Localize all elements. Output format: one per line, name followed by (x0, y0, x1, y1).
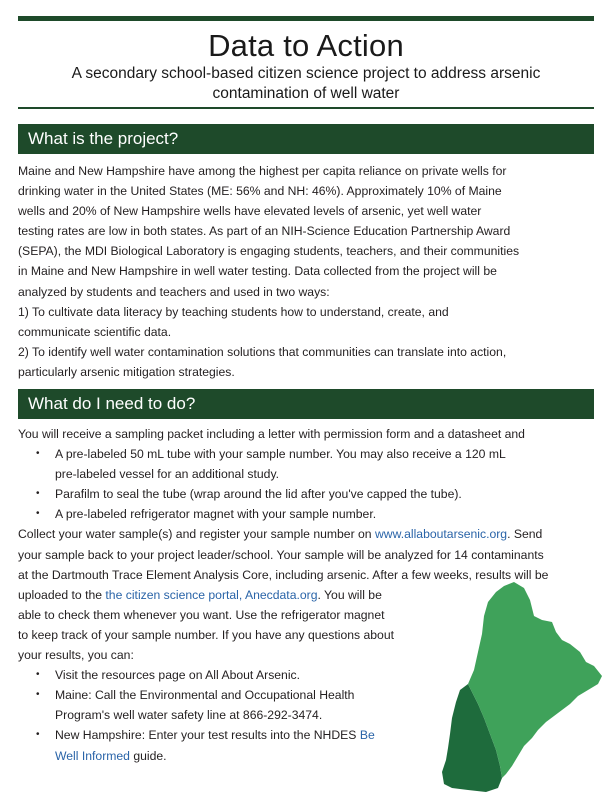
maine-new-hampshire-map-icon (438, 578, 603, 792)
body-line: particularly arsenic mitigation strategies. (18, 364, 235, 379)
body-line: (SEPA), the MDI Biological Laboratory is engaging students, teachers, and their communities (18, 244, 520, 259)
list-item-text: Visit the resources page on All About Arsenic. (55, 668, 301, 683)
list-item (18, 504, 588, 524)
page-title-text: Data to Action (208, 28, 404, 63)
list-item (18, 444, 588, 484)
list-item-text: pre-labeled vessel for an additional study. (55, 467, 280, 482)
list-item-text: Program's well water safety line at 866-292-3474. (55, 708, 323, 723)
collect-suffix: . Send (507, 527, 543, 542)
list-item-text: A pre-labeled refrigerator magnet with your sample number. (55, 507, 377, 522)
list-item-text: A pre-labeled 50 mL tube with your sample number. You may also receive a 120 mL (55, 447, 506, 462)
body-line: 1) To cultivate data literacy by teaching students how to understand, create, and (18, 304, 449, 319)
list-item-text: Parafilm to seal the tube (wrap around the lid after you've capped the tube). (55, 487, 462, 502)
body-line: Maine and New Hampshire have among the highest per capita reliance on private wells for (18, 164, 507, 178)
todo-intro: You will receive a sampling packet including a letter with permission form and a datasheet and (18, 427, 525, 441)
uploaded-suffix: . You will be (317, 587, 382, 602)
subtitle-line-1: A secondary school-based citizen science project to address arsenic (71, 65, 541, 82)
bullet-icon: • (36, 508, 40, 520)
bullet-icon: • (36, 488, 40, 500)
section-heading-todo: What do I need to do? (18, 389, 594, 419)
body-line: wells and 20% of New Hampshire wells have elevated levels of arsenic, yet well water (18, 204, 482, 219)
collect-prefix: Collect your water sample(s) and register your sample number on (18, 527, 375, 542)
collect-line (18, 524, 588, 544)
allaboutarsenic-link[interactable]: www.allaboutarsenic.org (374, 527, 508, 542)
section-heading-project: What is the project? (18, 124, 594, 154)
nh-suffix: guide. (129, 748, 167, 763)
be-well-informed-link[interactable]: Be (359, 728, 375, 743)
header-bottom-rule (18, 107, 594, 109)
bullet-icon: • (36, 669, 40, 681)
uploaded-prefix: uploaded to the (18, 587, 106, 602)
nh-prefix: New Hampshire: Enter your test results into the NHDES (55, 728, 360, 743)
page-title (18, 26, 594, 66)
body-line: drinking water in the United States (ME: 56% and NH: 46%). Approximately 10% of Maine (18, 184, 502, 199)
body-line: testing rates are low in both states. As part of an NIH-Science Education Partnership Award (18, 224, 511, 239)
list-item (18, 484, 588, 504)
body-line: your sample back to your project leader/school. Your sample will be analyzed for 14 contaminants (18, 547, 544, 562)
body-line: analyzed by students and teachers and used in two ways: (18, 284, 330, 299)
bullet-icon: • (36, 448, 40, 460)
bullet-icon: • (36, 729, 40, 741)
bullet-icon: • (36, 689, 40, 701)
body-line: 2) To identify well water contamination solutions that communities can translate into action, (18, 344, 507, 359)
packet-list (18, 444, 588, 524)
body-line: communicate scientific data. (18, 324, 172, 339)
body-line: to keep track of your sample number. If you have any questions about (18, 627, 395, 642)
body-line: in Maine and New Hampshire in well water testing. Data collected from the project will be (18, 264, 497, 279)
top-rule (18, 16, 594, 21)
body-line: at the Dartmouth Trace Element Analysis Core, including arsenic. After a few weeks, results will be (18, 567, 549, 582)
list-item-text: Maine: Call the Environmental and Occupational Health (55, 688, 355, 703)
body-line: your results, you can: (18, 648, 134, 663)
be-well-informed-link-cont[interactable]: Well Informed (55, 748, 130, 763)
body-line: able to check them whenever you want. Use the refrigerator magnet (18, 607, 385, 622)
page-subtitle (18, 64, 594, 104)
section-project-body (18, 161, 588, 382)
anecdata-portal-link[interactable]: the citizen science portal, Anecdata.org (105, 587, 318, 602)
subtitle-line-2: contamination of well water (212, 85, 400, 102)
